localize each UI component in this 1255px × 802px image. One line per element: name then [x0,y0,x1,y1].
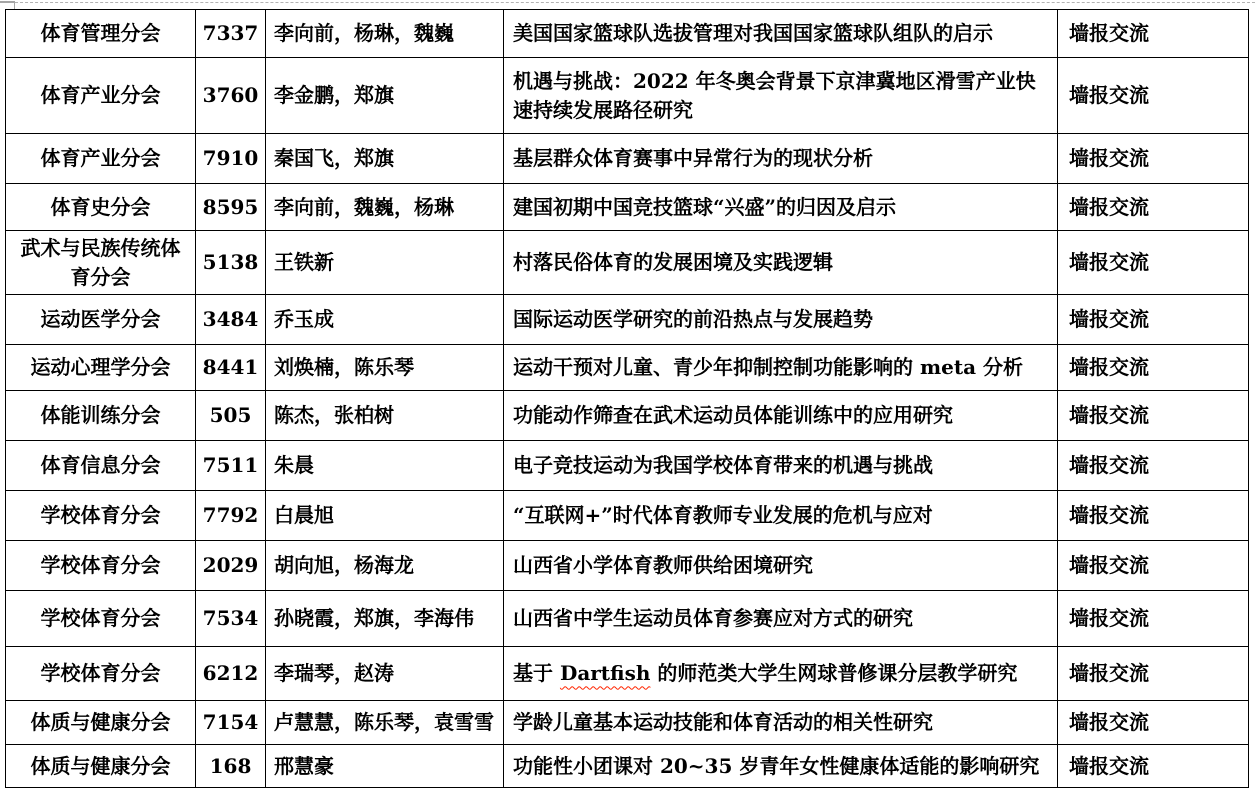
presentation-type-cell: 墙报交流 [1058,701,1249,745]
authors-cell: 王铁新 [266,231,504,295]
presentation-type-cell: 墙报交流 [1058,10,1249,58]
title-cell: 机遇与挑战：2022 年冬奥会背景下京津冀地区滑雪产业快速持续发展路径研究 [504,58,1058,134]
authors-cell: 秦国飞，郑旗 [266,134,504,184]
session-cell: 运动心理学分会 [6,345,196,391]
papers-table [5,9,1249,788]
title-cell: 功能性小团课对 20~35 岁青年女性健康体适能的影响研究 [504,745,1058,788]
title-cell: 建国初期中国竞技篮球“兴盛”的归因及启示 [504,184,1058,231]
table-row [6,295,1249,345]
session-cell: 体质与健康分会 [6,701,196,745]
paper-id-cell: 7337 [196,10,266,58]
session-cell: 体育产业分会 [6,134,196,184]
paper-id-cell: 5138 [196,231,266,295]
presentation-type-cell: 墙报交流 [1058,295,1249,345]
paper-id-cell: 3484 [196,295,266,345]
presentation-type-cell: 墙报交流 [1058,491,1249,541]
title-cell: 功能动作筛查在武术运动员体能训练中的应用研究 [504,391,1058,441]
authors-cell: 乔玉成 [266,295,504,345]
authors-cell: 孙晓霞，郑旗，李海伟 [266,591,504,647]
paper-id-cell: 7534 [196,591,266,647]
paper-id-cell: 7511 [196,441,266,491]
page-boundary-dashed-line [0,2,1255,3]
presentation-type-cell: 墙报交流 [1058,58,1249,134]
table-row [6,647,1249,701]
session-cell: 体能训练分会 [6,391,196,441]
table-row [6,491,1249,541]
session-cell: 体育信息分会 [6,441,196,491]
title-cell: 基层群众体育赛事中异常行为的现状分析 [504,134,1058,184]
session-cell: 学校体育分会 [6,491,196,541]
presentation-type-cell: 墙报交流 [1058,345,1249,391]
authors-cell: 卢慧慧，陈乐琴，袁雪雪 [266,701,504,745]
title-cell: 山西省小学体育教师供给困境研究 [504,541,1058,591]
papers-table-body [6,10,1249,788]
session-cell: 学校体育分会 [6,591,196,647]
table-row [6,184,1249,231]
session-cell: 体育产业分会 [6,58,196,134]
presentation-type-cell: 墙报交流 [1058,134,1249,184]
presentation-type-cell: 墙报交流 [1058,231,1249,295]
session-cell: 体育史分会 [6,184,196,231]
presentation-type-cell: 墙报交流 [1058,541,1249,591]
table-row [6,701,1249,745]
session-cell: 运动医学分会 [6,295,196,345]
session-cell: 体质与健康分会 [6,745,196,788]
authors-cell: 李向前，杨琳，魏巍 [266,10,504,58]
text-boundary-corner-mark [0,1,15,9]
table-row [6,10,1249,58]
presentation-type-cell: 墙报交流 [1058,184,1249,231]
paper-id-cell: 168 [196,745,266,788]
paper-id-cell: 8595 [196,184,266,231]
title-cell: 山西省中学生运动员体育参赛应对方式的研究 [504,591,1058,647]
authors-cell: 李瑞琴，赵涛 [266,647,504,701]
presentation-type-cell: 墙报交流 [1058,647,1249,701]
presentation-type-cell: 墙报交流 [1058,591,1249,647]
session-cell: 学校体育分会 [6,541,196,591]
presentation-type-cell: 墙报交流 [1058,391,1249,441]
session-cell: 学校体育分会 [6,647,196,701]
authors-cell: 胡向旭，杨海龙 [266,541,504,591]
table-row [6,745,1249,788]
table-row [6,345,1249,391]
paper-id-cell: 7792 [196,491,266,541]
paper-id-cell: 505 [196,391,266,441]
table-row [6,591,1249,647]
presentation-type-cell: 墙报交流 [1058,441,1249,491]
paper-id-cell: 2029 [196,541,266,591]
session-cell: 武术与民族传统体育分会 [6,231,196,295]
title-cell: 电子竞技运动为我国学校体育带来的机遇与挑战 [504,441,1058,491]
table-row [6,541,1249,591]
authors-cell: 白晨旭 [266,491,504,541]
table-row [6,231,1249,295]
title-cell: 学龄儿童基本运动技能和体育活动的相关性研究 [504,701,1058,745]
table-row [6,391,1249,441]
title-cell: “互联网+”时代体育教师专业发展的危机与应对 [504,491,1058,541]
misspelled-word: Dartfish [559,661,651,686]
authors-cell: 邢慧豪 [266,745,504,788]
title-cell: 基于 Dartfish 的师范类大学生网球普修课分层教学研究 [504,647,1058,701]
authors-cell: 李金鹏，郑旗 [266,58,504,134]
title-cell: 运动干预对儿童、青少年抑制控制功能影响的 meta 分析 [504,345,1058,391]
authors-cell: 陈杰，张柏树 [266,391,504,441]
authors-cell: 朱晨 [266,441,504,491]
session-cell: 体育管理分会 [6,10,196,58]
authors-cell: 李向前，魏巍，杨琳 [266,184,504,231]
paper-id-cell: 6212 [196,647,266,701]
paper-id-cell: 8441 [196,345,266,391]
title-cell: 村落民俗体育的发展困境及实践逻辑 [504,231,1058,295]
title-cell: 国际运动医学研究的前沿热点与发展趋势 [504,295,1058,345]
table-row [6,134,1249,184]
presentation-type-cell: 墙报交流 [1058,745,1249,788]
paper-id-cell: 3760 [196,58,266,134]
authors-cell: 刘焕楠，陈乐琴 [266,345,504,391]
title-cell: 美国国家篮球队选拔管理对我国国家篮球队组队的启示 [504,10,1058,58]
table-row [6,58,1249,134]
paper-id-cell: 7154 [196,701,266,745]
table-row [6,441,1249,491]
paper-id-cell: 7910 [196,134,266,184]
